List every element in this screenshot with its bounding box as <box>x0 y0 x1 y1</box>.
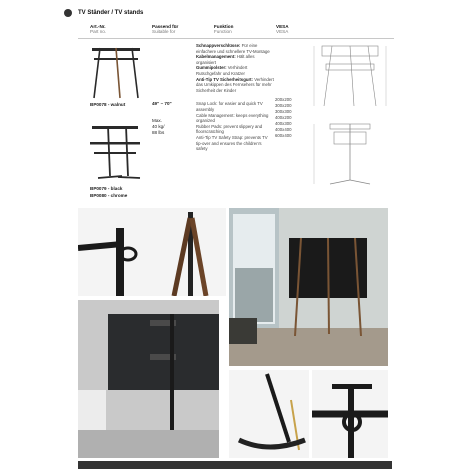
col-suitable: Passend für Suitable for <box>152 24 179 34</box>
max-load: Max. 40 kg/ 88 lbs <box>152 118 165 135</box>
function-item: Schnappverschlüsse: Für eine einfachere und schnellere TV-Montage <box>196 43 270 54</box>
function-item-en: Anti-Tip TV Safety Strap: prevents TV tip-over and ensures the children's safety <box>196 134 268 152</box>
product-code: BP0079 - black <box>90 186 123 191</box>
function-item-en: Snap Lock: for easier and quick TV assembly <box>196 101 263 112</box>
screen-size: 49" – 70" <box>152 101 172 106</box>
hardware-illustration <box>78 208 226 296</box>
floor-stand-illustration <box>78 300 219 458</box>
photo-foot-detail <box>229 370 309 458</box>
col-function: Funktion Function <box>214 24 234 34</box>
photo-hardware-closeup <box>78 208 226 296</box>
foot-detail-illustration <box>229 370 309 458</box>
living-room-illustration <box>229 208 388 366</box>
product-code: BP0078 - walnut <box>90 102 126 107</box>
section-header <box>64 6 143 20</box>
function-item: Kabelmanagement: Hält alles organisiert <box>196 54 255 65</box>
vesa-list: 200x200 300x200 300x300 400x200 400x300 400x400 600x400 <box>275 97 292 138</box>
dimension-drawing-floor <box>308 118 392 190</box>
joint-detail-illustration <box>312 370 388 458</box>
bullet-icon <box>64 9 72 17</box>
easel-stand-image <box>88 44 144 100</box>
col-vesa: VESA VESA <box>276 24 289 34</box>
section-title: TV Ständer / TV stands <box>78 10 144 16</box>
photo-floor-stand <box>78 300 219 458</box>
header-divider <box>78 38 394 39</box>
photo-living-room <box>229 208 388 366</box>
floor-stand-image <box>86 120 144 182</box>
footer-bar <box>78 461 392 469</box>
photo-joint-detail <box>312 370 388 458</box>
function-item: Gummipolster: Verhindert Rutschgefahr und Kratzer <box>196 65 248 76</box>
function-item: Anti-Tip TV Sicherheitsgurt: Verhindert das Umkippen des Fernsehers für mehr Sicherheit der Kinder <box>196 76 274 93</box>
function-item-en: Cable Management: keeps everything organized <box>196 112 269 124</box>
function-item-en: Rubber Pads: prevent slippery and floorscratching <box>196 123 263 135</box>
function-description <box>196 43 274 152</box>
product-code: BP0080 - chrome <box>90 193 128 198</box>
dimension-drawing-easel <box>308 42 392 112</box>
col-art-nr: Art.-Nr. Part no. <box>90 24 107 34</box>
